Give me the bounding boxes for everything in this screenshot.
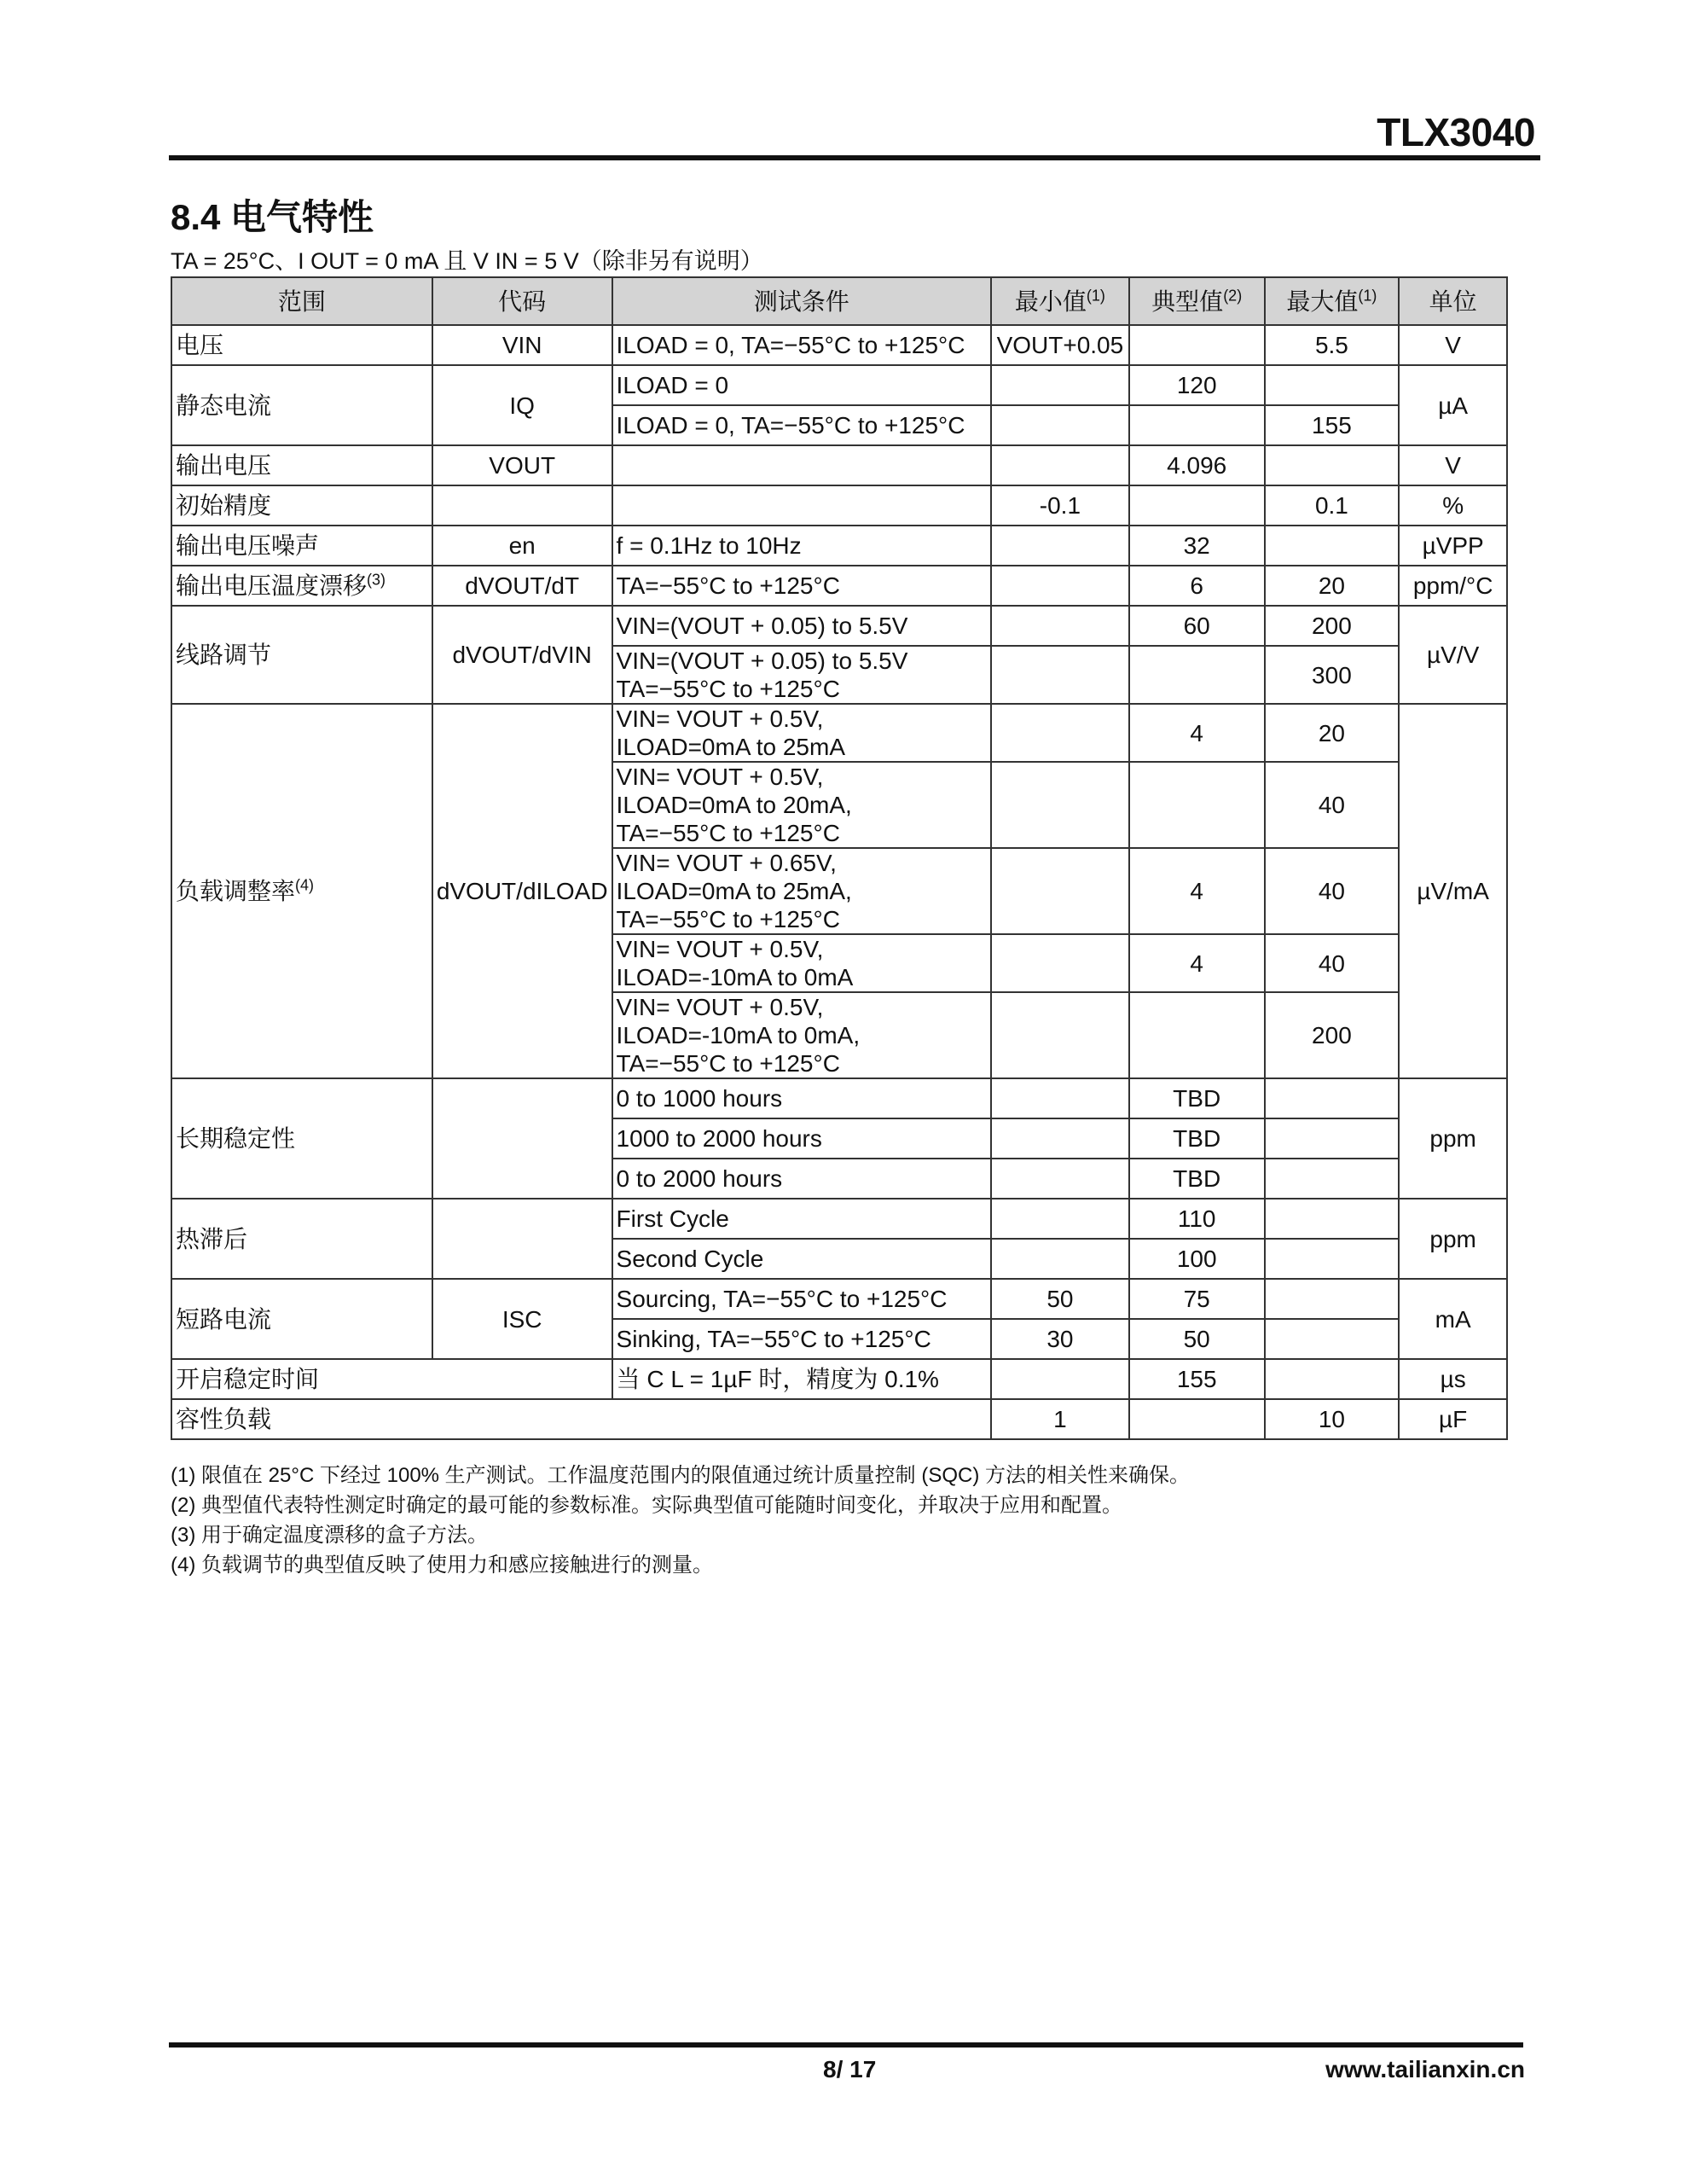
header-min bbox=[991, 277, 1129, 325]
condition-cell: ILOAD = 0 bbox=[612, 365, 991, 405]
unit-cell: µF bbox=[1399, 1399, 1507, 1439]
table-row bbox=[171, 365, 1507, 405]
max-cell: 200 bbox=[1265, 992, 1400, 1078]
max-cell bbox=[1265, 1199, 1400, 1239]
table-row bbox=[171, 566, 1507, 606]
min-cell bbox=[991, 762, 1129, 848]
condition-cell: Sinking, TA=−55°C to +125°C bbox=[612, 1319, 991, 1359]
symbol-cell bbox=[432, 1199, 612, 1279]
unit-cell: ppm bbox=[1399, 1199, 1507, 1279]
typ-cell: 120 bbox=[1129, 365, 1265, 405]
typ-cell bbox=[1129, 646, 1265, 704]
condition-line: VIN= VOUT + 0.5V, bbox=[616, 994, 824, 1020]
unit-cell: V bbox=[1399, 445, 1507, 485]
min-cell: 50 bbox=[991, 1279, 1129, 1319]
symbol-cell: VIN bbox=[432, 325, 612, 365]
param-cell: 开启稳定时间 bbox=[171, 1359, 612, 1399]
unit-cell: ppm bbox=[1399, 1078, 1507, 1199]
typ-cell: 110 bbox=[1129, 1199, 1265, 1239]
condition-line: VIN= VOUT + 0.5V, bbox=[616, 706, 824, 732]
max-cell: 5.5 bbox=[1265, 325, 1400, 365]
min-cell bbox=[991, 606, 1129, 646]
footnote-1: (1) 限值在 25°C 下经过 100% 生产测试。工作温度范围内的限值通过统计质量控制 (SQC) 方法的相关性来确保。 bbox=[171, 1464, 1191, 1487]
max-cell bbox=[1265, 1279, 1400, 1319]
param-cell: 电压 bbox=[171, 325, 432, 365]
typ-cell: TBD bbox=[1129, 1159, 1265, 1199]
table-row bbox=[171, 445, 1507, 485]
footnote-2: (2) 典型值代表特性测定时确定的最可能的参数标准。实际典型值可能随时间变化，并取决于应用和配置。 bbox=[171, 1494, 1122, 1517]
min-cell bbox=[991, 405, 1129, 445]
max-cell bbox=[1265, 1319, 1400, 1359]
condition-cell: Sourcing, TA=−55°C to +125°C bbox=[612, 1279, 991, 1319]
symbol-cell: en bbox=[432, 526, 612, 566]
min-cell bbox=[991, 1199, 1129, 1239]
header-unit: 单位 bbox=[1399, 277, 1507, 325]
condition-line: ILOAD=-10mA to 0mA, bbox=[616, 1022, 861, 1048]
min-cell bbox=[991, 704, 1129, 762]
typ-cell bbox=[1129, 1399, 1265, 1439]
unit-cell: V bbox=[1399, 325, 1507, 365]
param-cell: 输出电压噪声 bbox=[171, 526, 432, 566]
typ-cell: 100 bbox=[1129, 1239, 1265, 1279]
header-min-label: 最小值 bbox=[1014, 288, 1087, 315]
condition-line: TA=−55°C to +125°C bbox=[616, 906, 840, 932]
condition-cell bbox=[612, 485, 991, 526]
symbol-cell: dVOUT/dVIN bbox=[432, 606, 612, 704]
condition-cell bbox=[612, 848, 991, 934]
param-cell: 短路电流 bbox=[171, 1279, 432, 1359]
symbol-cell: ISC bbox=[432, 1279, 612, 1359]
condition-line: VIN= VOUT + 0.5V, bbox=[616, 764, 824, 790]
header-max-label: 最大值 bbox=[1286, 288, 1359, 315]
max-cell bbox=[1265, 1359, 1400, 1399]
unit-cell: µV/V bbox=[1399, 606, 1507, 704]
max-cell bbox=[1265, 526, 1400, 566]
header-rule bbox=[169, 155, 1540, 160]
typ-cell: 60 bbox=[1129, 606, 1265, 646]
typ-cell: 4 bbox=[1129, 934, 1265, 992]
min-cell: VOUT+0.05 bbox=[991, 325, 1129, 365]
table-row bbox=[171, 1399, 1507, 1439]
condition-line: TA=−55°C to +125°C bbox=[616, 1050, 840, 1077]
typ-cell bbox=[1129, 405, 1265, 445]
max-cell: 40 bbox=[1265, 848, 1400, 934]
min-cell bbox=[991, 934, 1129, 992]
table-row bbox=[171, 485, 1507, 526]
header-symbol: 代码 bbox=[432, 277, 612, 325]
table-row bbox=[171, 1359, 1507, 1399]
unit-cell: ppm/°C bbox=[1399, 566, 1507, 606]
max-cell: 0.1 bbox=[1265, 485, 1400, 526]
typ-cell: 32 bbox=[1129, 526, 1265, 566]
param-label: 负载调整率 bbox=[176, 878, 296, 904]
max-cell bbox=[1265, 365, 1400, 405]
unit-cell: µs bbox=[1399, 1359, 1507, 1399]
symbol-cell bbox=[432, 1078, 612, 1199]
condition-cell: First Cycle bbox=[612, 1199, 991, 1239]
condition-cell: ILOAD = 0, TA=−55°C to +125°C bbox=[612, 405, 991, 445]
footer-rule bbox=[169, 2042, 1523, 2048]
max-cell: 40 bbox=[1265, 934, 1400, 992]
param-cell: 容性负载 bbox=[171, 1399, 991, 1439]
header-min-note: (1) bbox=[1086, 287, 1105, 305]
param-cell: 静态电流 bbox=[171, 365, 432, 445]
min-cell bbox=[991, 646, 1129, 704]
symbol-cell: IQ bbox=[432, 365, 612, 445]
condition-cell: ILOAD = 0, TA=−55°C to +125°C bbox=[612, 325, 991, 365]
param-note: (3) bbox=[367, 571, 386, 589]
condition-cell bbox=[612, 704, 991, 762]
max-cell: 20 bbox=[1265, 704, 1400, 762]
table-row bbox=[171, 704, 1507, 762]
condition-cell bbox=[612, 992, 991, 1078]
typ-cell bbox=[1129, 762, 1265, 848]
condition-cell: f = 0.1Hz to 10Hz bbox=[612, 526, 991, 566]
table-row bbox=[171, 526, 1507, 566]
max-cell: 200 bbox=[1265, 606, 1400, 646]
condition-line: TA=−55°C to +125°C bbox=[616, 820, 840, 846]
max-cell: 300 bbox=[1265, 646, 1400, 704]
table-row bbox=[171, 1279, 1507, 1319]
min-cell bbox=[991, 566, 1129, 606]
unit-cell: µVPP bbox=[1399, 526, 1507, 566]
param-cell bbox=[171, 704, 432, 1078]
condition-cell: 当 C L = 1µF 时，精度为 0.1% bbox=[612, 1359, 991, 1399]
typ-cell: 4 bbox=[1129, 704, 1265, 762]
param-cell: 长期稳定性 bbox=[171, 1078, 432, 1199]
table-row bbox=[171, 1078, 1507, 1118]
typ-cell bbox=[1129, 485, 1265, 526]
min-cell: 30 bbox=[991, 1319, 1129, 1359]
max-cell bbox=[1265, 1118, 1400, 1159]
condition-line: VIN= VOUT + 0.5V, bbox=[616, 936, 824, 962]
min-cell bbox=[991, 1118, 1129, 1159]
unit-cell: µV/mA bbox=[1399, 704, 1507, 1078]
condition-cell: Second Cycle bbox=[612, 1239, 991, 1279]
condition-line: ILOAD=0mA to 25mA, bbox=[616, 878, 852, 904]
condition-line: VIN= VOUT + 0.65V, bbox=[616, 850, 837, 876]
typ-cell: 4 bbox=[1129, 848, 1265, 934]
header-typ bbox=[1129, 277, 1265, 325]
min-cell bbox=[991, 526, 1129, 566]
condition-line: TA=−55°C to +125°C bbox=[616, 676, 840, 702]
condition-cell: 0 to 1000 hours bbox=[612, 1078, 991, 1118]
min-cell bbox=[991, 992, 1129, 1078]
param-cell: 初始精度 bbox=[171, 485, 432, 526]
symbol-cell: dVOUT/dT bbox=[432, 566, 612, 606]
electrical-characteristics-table bbox=[171, 276, 1508, 1440]
min-cell bbox=[991, 848, 1129, 934]
max-cell: 155 bbox=[1265, 405, 1400, 445]
unit-cell: % bbox=[1399, 485, 1507, 526]
table-row bbox=[171, 1199, 1507, 1239]
typ-cell: 75 bbox=[1129, 1279, 1265, 1319]
max-cell bbox=[1265, 1078, 1400, 1118]
condition-line: VIN=(VOUT + 0.05) to 5.5V bbox=[616, 648, 908, 674]
param-cell: 输出电压 bbox=[171, 445, 432, 485]
header-conditions: 测试条件 bbox=[612, 277, 991, 325]
unit-cell: mA bbox=[1399, 1279, 1507, 1359]
param-cell: 线路调节 bbox=[171, 606, 432, 704]
condition-line: ILOAD=0mA to 20mA, bbox=[616, 792, 852, 818]
condition-cell bbox=[612, 445, 991, 485]
param-note: (4) bbox=[295, 876, 315, 894]
table-row bbox=[171, 606, 1507, 646]
section-title: 8.4 电气特性 bbox=[171, 197, 374, 237]
typ-cell: 6 bbox=[1129, 566, 1265, 606]
min-cell bbox=[991, 1359, 1129, 1399]
param-label: 输出电压温度漂移 bbox=[176, 572, 368, 599]
min-cell bbox=[991, 1239, 1129, 1279]
header-param: 范围 bbox=[171, 277, 432, 325]
max-cell: 20 bbox=[1265, 566, 1400, 606]
header-max-note: (1) bbox=[1358, 287, 1377, 305]
table-header-row bbox=[171, 277, 1507, 325]
condition-line: ILOAD=-10mA to 0mA bbox=[616, 964, 854, 990]
symbol-cell: VOUT bbox=[432, 445, 612, 485]
max-cell bbox=[1265, 445, 1400, 485]
max-cell: 40 bbox=[1265, 762, 1400, 848]
typ-cell: TBD bbox=[1129, 1118, 1265, 1159]
symbol-cell: dVOUT/dILOAD bbox=[432, 704, 612, 1078]
min-cell bbox=[991, 1159, 1129, 1199]
footnotes bbox=[171, 1461, 1190, 1580]
typ-cell bbox=[1129, 992, 1265, 1078]
max-cell bbox=[1265, 1159, 1400, 1199]
page-number: 8/ 17 bbox=[823, 2056, 877, 2082]
typ-cell: TBD bbox=[1129, 1078, 1265, 1118]
typ-cell: 155 bbox=[1129, 1359, 1265, 1399]
header-max bbox=[1265, 277, 1400, 325]
section-conditions: TA = 25°C、I OUT = 0 mA 且 V IN = 5 V（除非另有说明） bbox=[171, 248, 763, 274]
condition-cell bbox=[612, 646, 991, 704]
typ-cell bbox=[1129, 325, 1265, 365]
typ-cell: 50 bbox=[1129, 1319, 1265, 1359]
header-typ-note: (2) bbox=[1223, 287, 1243, 305]
min-cell: 1 bbox=[991, 1399, 1129, 1439]
max-cell: 10 bbox=[1265, 1399, 1400, 1439]
part-number: TLX3040 bbox=[1377, 110, 1535, 154]
condition-cell: VIN=(VOUT + 0.05) to 5.5V bbox=[612, 606, 991, 646]
footnote-4: (4) 负载调节的典型值反映了使用力和感应接触进行的测量。 bbox=[171, 1554, 713, 1577]
max-cell bbox=[1265, 1239, 1400, 1279]
condition-cell bbox=[612, 762, 991, 848]
min-cell bbox=[991, 365, 1129, 405]
condition-cell bbox=[612, 934, 991, 992]
typ-cell: 4.096 bbox=[1129, 445, 1265, 485]
condition-cell: 1000 to 2000 hours bbox=[612, 1118, 991, 1159]
website-link[interactable]: www.tailianxin.cn bbox=[1325, 2056, 1525, 2082]
footnote-3: (3) 用于确定温度漂移的盒子方法。 bbox=[171, 1524, 488, 1547]
min-cell bbox=[991, 1078, 1129, 1118]
condition-cell: TA=−55°C to +125°C bbox=[612, 566, 991, 606]
symbol-cell bbox=[432, 485, 612, 526]
min-cell: -0.1 bbox=[991, 485, 1129, 526]
condition-cell: 0 to 2000 hours bbox=[612, 1159, 991, 1199]
param-cell bbox=[171, 566, 432, 606]
table-row bbox=[171, 325, 1507, 365]
param-cell: 热滞后 bbox=[171, 1199, 432, 1279]
unit-cell: µA bbox=[1399, 365, 1507, 445]
condition-line: ILOAD=0mA to 25mA bbox=[616, 734, 846, 760]
min-cell bbox=[991, 445, 1129, 485]
header-typ-label: 典型值 bbox=[1151, 288, 1224, 315]
